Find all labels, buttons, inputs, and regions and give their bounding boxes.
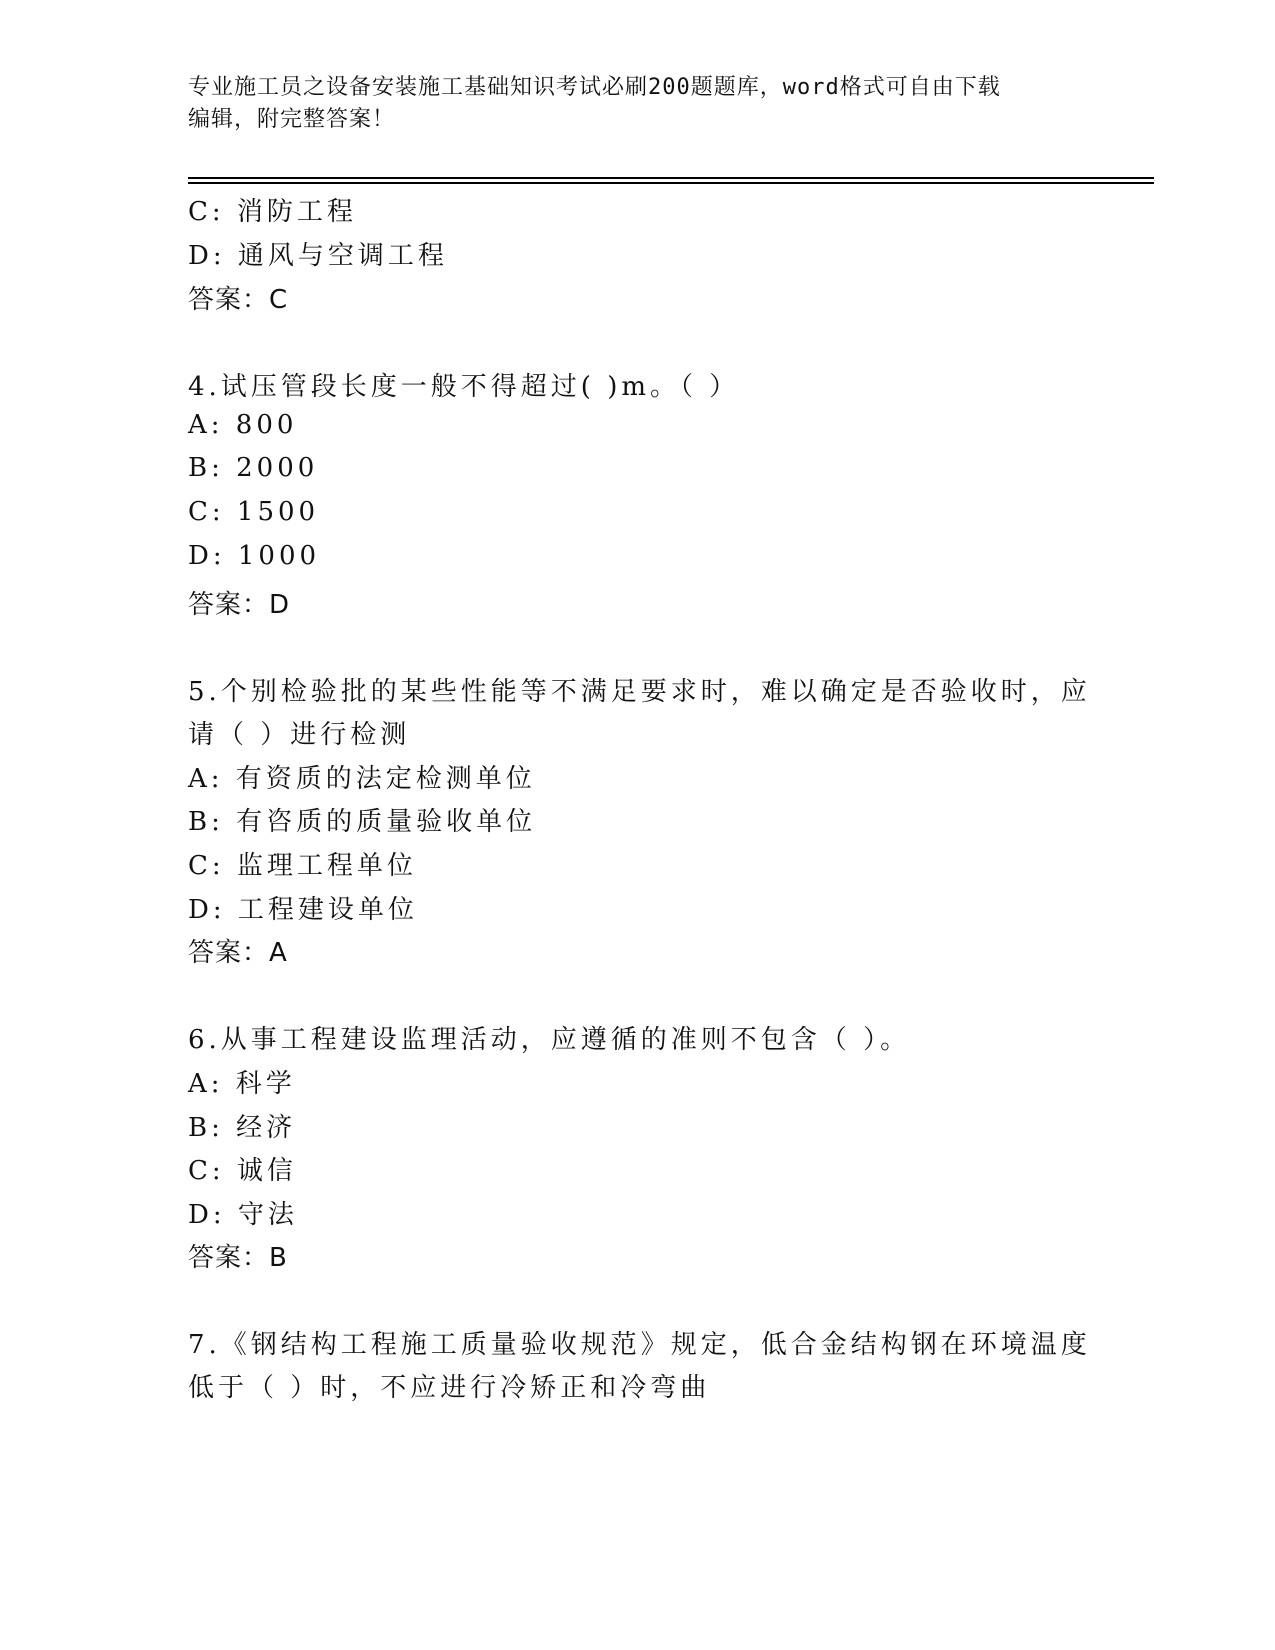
header-title-line-2: 编辑，附完整答案！ — [188, 107, 396, 132]
q4-option-a: A: 800 — [188, 410, 298, 440]
q5-stem-line-1: 5.个别检验批的某些性能等不满足要求时，难以确定是否验收时，应 — [188, 677, 1091, 707]
q5-answer: 答案：A — [188, 938, 288, 968]
q6-option-d: D: 守法 — [188, 1200, 298, 1230]
q5-option-a: A: 有资质的法定检测单位 — [188, 764, 536, 794]
q4-stem: 4.试压管段长度一般不得超过( )m。（ ） — [188, 372, 740, 402]
q7-stem-line-2: 低于（ ）时，不应进行冷矫正和冷弯曲 — [188, 1373, 711, 1403]
q6-answer: 答案：B — [188, 1243, 288, 1273]
q5-option-d: D: 工程建设单位 — [188, 895, 418, 925]
q3-answer: 答案：C — [188, 285, 289, 315]
header-divider-bottom — [188, 182, 1154, 184]
q6-option-a: A: 科学 — [188, 1069, 296, 1099]
header-divider-top — [188, 177, 1154, 179]
q5-stem-line-2: 请（ ）进行检测 — [188, 720, 411, 750]
q4-answer: 答案：D — [188, 590, 291, 620]
document-header — [188, 72, 1068, 136]
q4-option-b: B: 2000 — [188, 453, 319, 483]
q5-option-b: B: 有咨质的质量验收单位 — [188, 807, 537, 837]
q6-option-b: B: 经济 — [188, 1113, 297, 1143]
q3-option-c: C: 消防工程 — [188, 197, 357, 227]
q4-option-d: D: 1000 — [188, 541, 321, 571]
q6-option-c: C: 诚信 — [188, 1156, 297, 1186]
q4-option-c: C: 1500 — [188, 497, 320, 527]
q5-option-c: C: 监理工程单位 — [188, 851, 417, 881]
q7-stem-line-1: 7.《钢结构工程施工质量验收规范》规定，低合金结构钢在环境温度 — [188, 1330, 1091, 1360]
q6-stem: 6.从事工程建设监理活动，应遵循的准则不包含（ ）。 — [188, 1025, 911, 1055]
header-title-line-1: 专业施工员之设备安装施工基础知识考试必刷200题题库，word格式可自由下载 — [188, 75, 1001, 100]
q3-option-d: D: 通风与空调工程 — [188, 241, 448, 271]
